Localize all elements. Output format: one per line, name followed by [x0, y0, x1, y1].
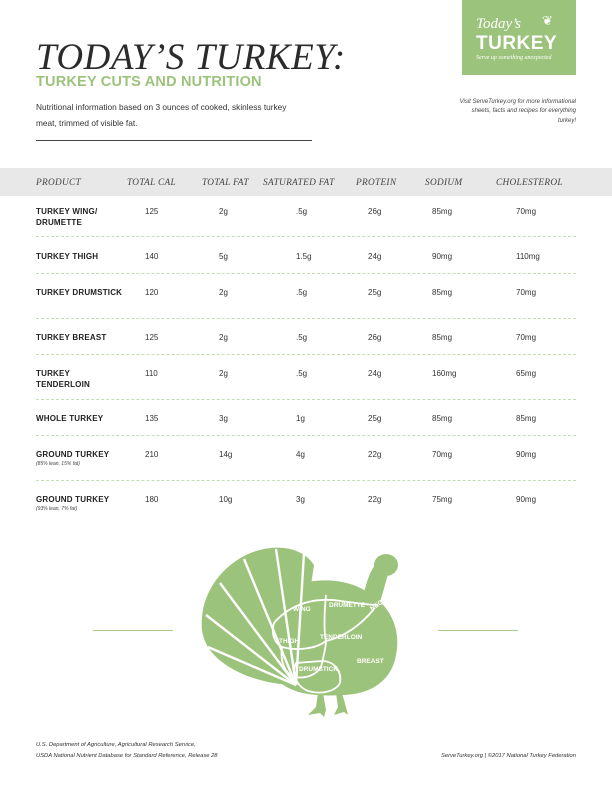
col-cholesterol: CHOLESTEROL: [496, 178, 563, 188]
cell-protein: 24g: [368, 369, 382, 378]
product-note: (85% lean, 15% fat): [36, 461, 80, 467]
cell-fat: 3g: [219, 414, 228, 423]
logo-line-1: Today’s: [476, 16, 522, 32]
decorative-line-right: [438, 630, 518, 631]
cell-sodium: 160mg: [432, 369, 457, 378]
cell-sodium: 90mg: [432, 252, 453, 261]
turkey-cuts-diagram: [196, 545, 418, 725]
cell-protein: 25g: [368, 288, 382, 297]
cell-sat: 4g: [296, 450, 305, 459]
source-citation: [36, 740, 218, 762]
row-separator: [36, 435, 576, 436]
cell-chol: 85mg: [516, 414, 537, 423]
cell-cal: 125: [145, 207, 159, 216]
cell-chol: 70mg: [516, 288, 537, 297]
cell-fat: 10g: [219, 495, 233, 504]
cell-chol: 110mg: [516, 252, 540, 261]
col-sodium: SODIUM: [425, 178, 463, 188]
cell-cal: 110: [145, 369, 158, 378]
col-product: PRODUCT: [36, 178, 81, 188]
cell-cal: 180: [145, 495, 159, 504]
row-separator: [36, 273, 576, 274]
label-tenderloin: TENDERLOIN: [320, 634, 363, 641]
cell-sodium: 85mg: [432, 207, 453, 216]
label-thigh: THIGH: [279, 638, 300, 645]
product-name: TURKEY THIGH: [36, 252, 99, 261]
col-total-cal: TOTAL CAL: [127, 178, 176, 188]
cell-chol: 90mg: [516, 495, 537, 504]
cell-cal: 120: [145, 288, 159, 297]
cell-cal: 135: [145, 414, 159, 423]
cell-cal: 125: [145, 333, 159, 342]
source-line-1: U.S. Department of Agriculture, Agricultural Research Service,: [36, 742, 196, 748]
row-separator: [36, 480, 576, 481]
row-separator: [36, 354, 576, 355]
intro-text: Nutritional information based on 3 ounces of cooked, skinless turkey meat, trimmed of visible fat.: [36, 102, 287, 128]
product-name: GROUND TURKEY: [36, 495, 110, 504]
table-header: [0, 168, 612, 196]
cell-sat: .5g: [296, 333, 308, 342]
product-name: GROUND TURKEY: [36, 450, 110, 459]
label-drumstick: DRUMSTICK: [299, 666, 338, 673]
page-title: TODAY’S TURKEY:: [36, 37, 346, 78]
label-wing: WING: [293, 606, 311, 613]
product-name: TURKEY WING/ DRUMETTE: [36, 207, 98, 227]
row-separator: [36, 399, 576, 400]
cell-chol: 70mg: [516, 207, 537, 216]
logo-tagline: Serve up something unexpected: [476, 55, 552, 61]
cell-protein: 22g: [368, 495, 382, 504]
label-breast: BREAST: [357, 658, 384, 665]
cell-protein: 22g: [368, 450, 382, 459]
product-note: (93% lean, 7% fat): [36, 506, 78, 512]
cell-cal: 140: [145, 252, 159, 261]
col-total-fat: TOTAL FAT: [202, 178, 249, 188]
cell-sodium: 75mg: [432, 495, 453, 504]
cell-sat: .5g: [296, 288, 308, 297]
cell-sat: 3g: [296, 495, 305, 504]
visit-note: Visit ServeTurkey.org for more informational sheets, facts and recipes for everything turkey!: [459, 99, 576, 124]
page-subtitle: TURKEY CUTS AND NUTRITION: [36, 74, 262, 90]
footer-credit: ServeTurkey.org | ©2017 National Turkey Federation: [441, 753, 576, 759]
cell-sodium: 85mg: [432, 333, 453, 342]
brand-logo: [462, 0, 576, 75]
cell-sodium: 70mg: [432, 450, 453, 459]
cell-protein: 26g: [368, 207, 382, 216]
col-saturated-fat: SATURATED FAT: [263, 178, 335, 188]
leaf-icon: ❦: [542, 13, 553, 28]
cell-fat: 2g: [219, 333, 228, 342]
cell-chol: 65mg: [516, 369, 537, 378]
cell-fat: 2g: [219, 369, 228, 378]
intro-divider: [36, 140, 312, 141]
cell-sodium: 85mg: [432, 414, 453, 423]
cell-cal: 210: [145, 450, 159, 459]
cell-fat: 2g: [219, 207, 228, 216]
cell-chol: 90mg: [516, 450, 537, 459]
cell-sodium: 85mg: [432, 288, 453, 297]
label-neck: NECK: [369, 596, 389, 613]
source-line-2: USDA National Nutrient Database for Standard Reference, Release 28: [36, 753, 218, 759]
cell-chol: 70mg: [516, 333, 537, 342]
cell-sat: 1.5g: [296, 252, 312, 261]
col-protein: PROTEIN: [356, 178, 397, 188]
cell-sat: .5g: [296, 369, 308, 378]
product-name: TURKEY BREAST: [36, 333, 107, 342]
product-name: TURKEY TENDERLOIN: [36, 369, 90, 389]
cell-sat: 1g: [296, 414, 305, 423]
cell-protein: 24g: [368, 252, 382, 261]
cell-fat: 14g: [219, 450, 233, 459]
row-separator: [36, 236, 576, 237]
label-drumette: DRUMETTE: [329, 602, 366, 609]
row-separator: [36, 318, 576, 319]
product-name: WHOLE TURKEY: [36, 414, 104, 423]
logo-line-2: TURKEY: [476, 33, 558, 54]
product-name: TURKEY DRUMSTICK: [36, 288, 123, 297]
cell-protein: 25g: [368, 414, 382, 423]
cell-fat: 2g: [219, 288, 228, 297]
cell-sat: .5g: [296, 207, 308, 216]
cell-protein: 26g: [368, 333, 382, 342]
decorative-line-left: [93, 630, 173, 631]
cell-fat: 5g: [219, 252, 228, 261]
